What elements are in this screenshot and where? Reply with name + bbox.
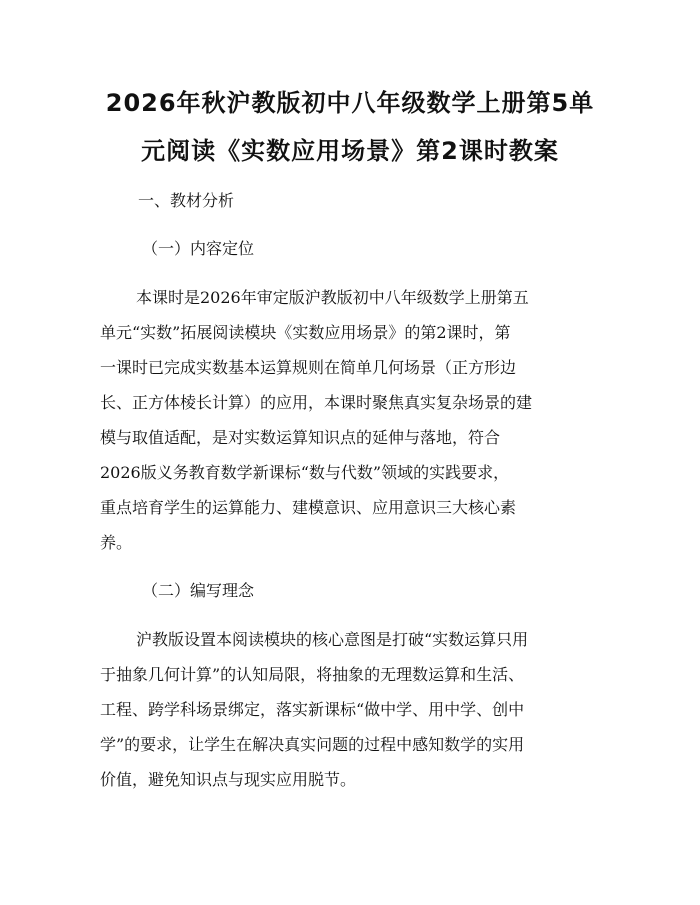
paragraph-line: 2026版义务教育数学新课标“数与代数”领域的实践要求， — [100, 463, 510, 482]
paragraph-line: 单元“实数”拓展阅读模块《实数应用场景》的第2课时，第 — [100, 323, 511, 342]
paragraph-line: 模与取值适配，是对实数运算知识点的延伸与落地，符合 — [100, 428, 501, 447]
paragraph-line: 一课时已完成实数基本运算规则在简单几何场景（正方形边 — [100, 358, 517, 377]
paragraph-line: 本课时是2026年审定版沪教版初中八年级数学上册第五 — [136, 288, 529, 307]
subsection-heading-writing-philosophy: （二）编写理念 — [142, 581, 255, 600]
paragraph-content-positioning — [100, 280, 600, 560]
paragraph-line: 于抽象几何计算”的认知局限，将抽象的无理数运算和生活、 — [100, 665, 525, 684]
document-title-line-1: 2026年秋沪教版初中八年级数学上册第5单 — [105, 89, 595, 117]
document-title-line-2: 元阅读《实数应用场景》第2课时教案 — [141, 137, 559, 165]
paragraph-line: 学”的要求，让学生在解决真实问题的过程中感知数学的实用 — [100, 735, 525, 754]
paragraph-line: 沪教版设置本阅读模块的核心意图是打破“实数运算只用 — [136, 630, 529, 649]
subsection-heading-content-positioning: （一）内容定位 — [142, 239, 255, 258]
paragraph-line: 长、正方体棱长计算）的应用，本课时聚焦真实复杂场景的建 — [100, 393, 533, 412]
section-heading-textbook-analysis: 一、教材分析 — [138, 191, 235, 210]
paragraph-line: 价值，避免知识点与现实应用脱节。 — [100, 770, 357, 789]
paragraph-line: 重点培育学生的运算能力、建模意识、应用意识三大核心素 — [100, 498, 517, 517]
paragraph-line: 工程、跨学科场景绑定，落实新课标“做中学、用中学、创中 — [100, 700, 525, 719]
paragraph-writing-philosophy — [100, 622, 600, 797]
paragraph-line: 养。 — [100, 533, 133, 552]
